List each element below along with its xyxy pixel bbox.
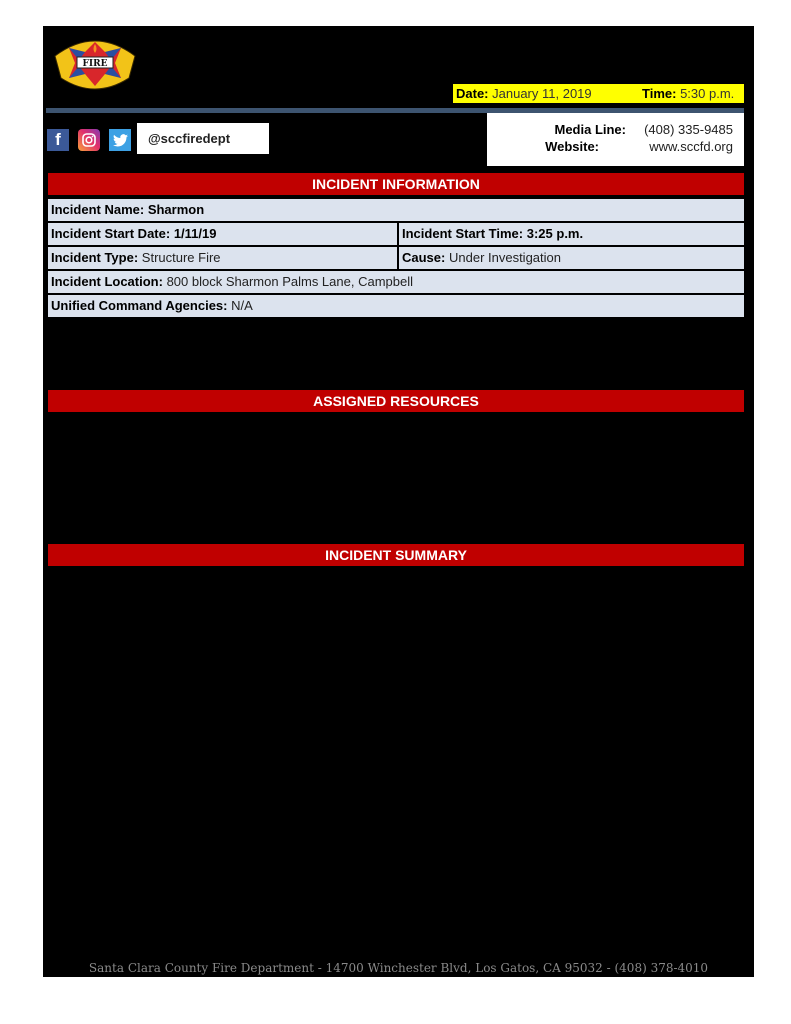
social-icons bbox=[47, 129, 140, 151]
incident-cause-value: Under Investigation bbox=[448, 250, 561, 265]
media-line-label: Media Line: bbox=[554, 122, 626, 137]
footer-address: Santa Clara County Fire Department - 14700 Winchester Blvd, Los Gatos, CA 95032 - (408) 378-4010 bbox=[88, 961, 709, 975]
unified-command-row: Unified Command Agencies: N/A bbox=[48, 293, 744, 317]
website-row bbox=[487, 138, 744, 156]
instagram-icon[interactable] bbox=[78, 129, 100, 151]
incident-name-row: Incident Name: Sharmon bbox=[48, 197, 744, 221]
incident-type-value: Structure Fire bbox=[141, 250, 221, 265]
time-field: Time: 5:30 p.m. bbox=[642, 86, 735, 101]
section-header-assigned-resources: ASSIGNED RESOURCES bbox=[48, 390, 744, 412]
website-label: Website: bbox=[545, 139, 599, 154]
section-header-incident-summary: INCIDENT SUMMARY bbox=[48, 544, 744, 566]
incident-start-row: Incident Start Date: 1/11/19 Incident Start Time: 3:25 p.m. bbox=[48, 221, 744, 245]
media-line-row bbox=[487, 121, 744, 139]
date-time-bar bbox=[453, 84, 744, 103]
media-contact-box bbox=[487, 113, 744, 166]
press-release-page bbox=[43, 26, 754, 977]
incident-location-value: 800 block Sharmon Palms Lane, Campbell bbox=[166, 274, 413, 289]
incident-name-value: Sharmon bbox=[147, 202, 205, 217]
incident-info-table bbox=[48, 197, 744, 317]
facebook-icon[interactable]: f bbox=[47, 129, 69, 151]
website-link[interactable]: www.sccfd.org bbox=[649, 139, 733, 154]
incident-location-row: Incident Location: 800 block Sharmon Palms Lane, Campbell bbox=[48, 269, 744, 293]
fire-department-logo bbox=[49, 30, 141, 96]
logo-fire-text: FIRE bbox=[82, 59, 108, 69]
social-handle: @sccfiredept bbox=[137, 123, 269, 154]
twitter-icon[interactable] bbox=[109, 129, 131, 151]
unified-command-value: N/A bbox=[231, 298, 253, 313]
incident-start-time-value: 3:25 p.m. bbox=[526, 226, 584, 241]
incident-start-date-value: 1/11/19 bbox=[173, 226, 217, 241]
date-field: Date: January 11, 2019 bbox=[456, 86, 592, 101]
incident-type-row: Incident Type: Structure Fire Cause: Under Investigation bbox=[48, 245, 744, 269]
section-header-incident-information: INCIDENT INFORMATION bbox=[48, 173, 744, 195]
media-line-value: (408) 335-9485 bbox=[644, 122, 733, 137]
